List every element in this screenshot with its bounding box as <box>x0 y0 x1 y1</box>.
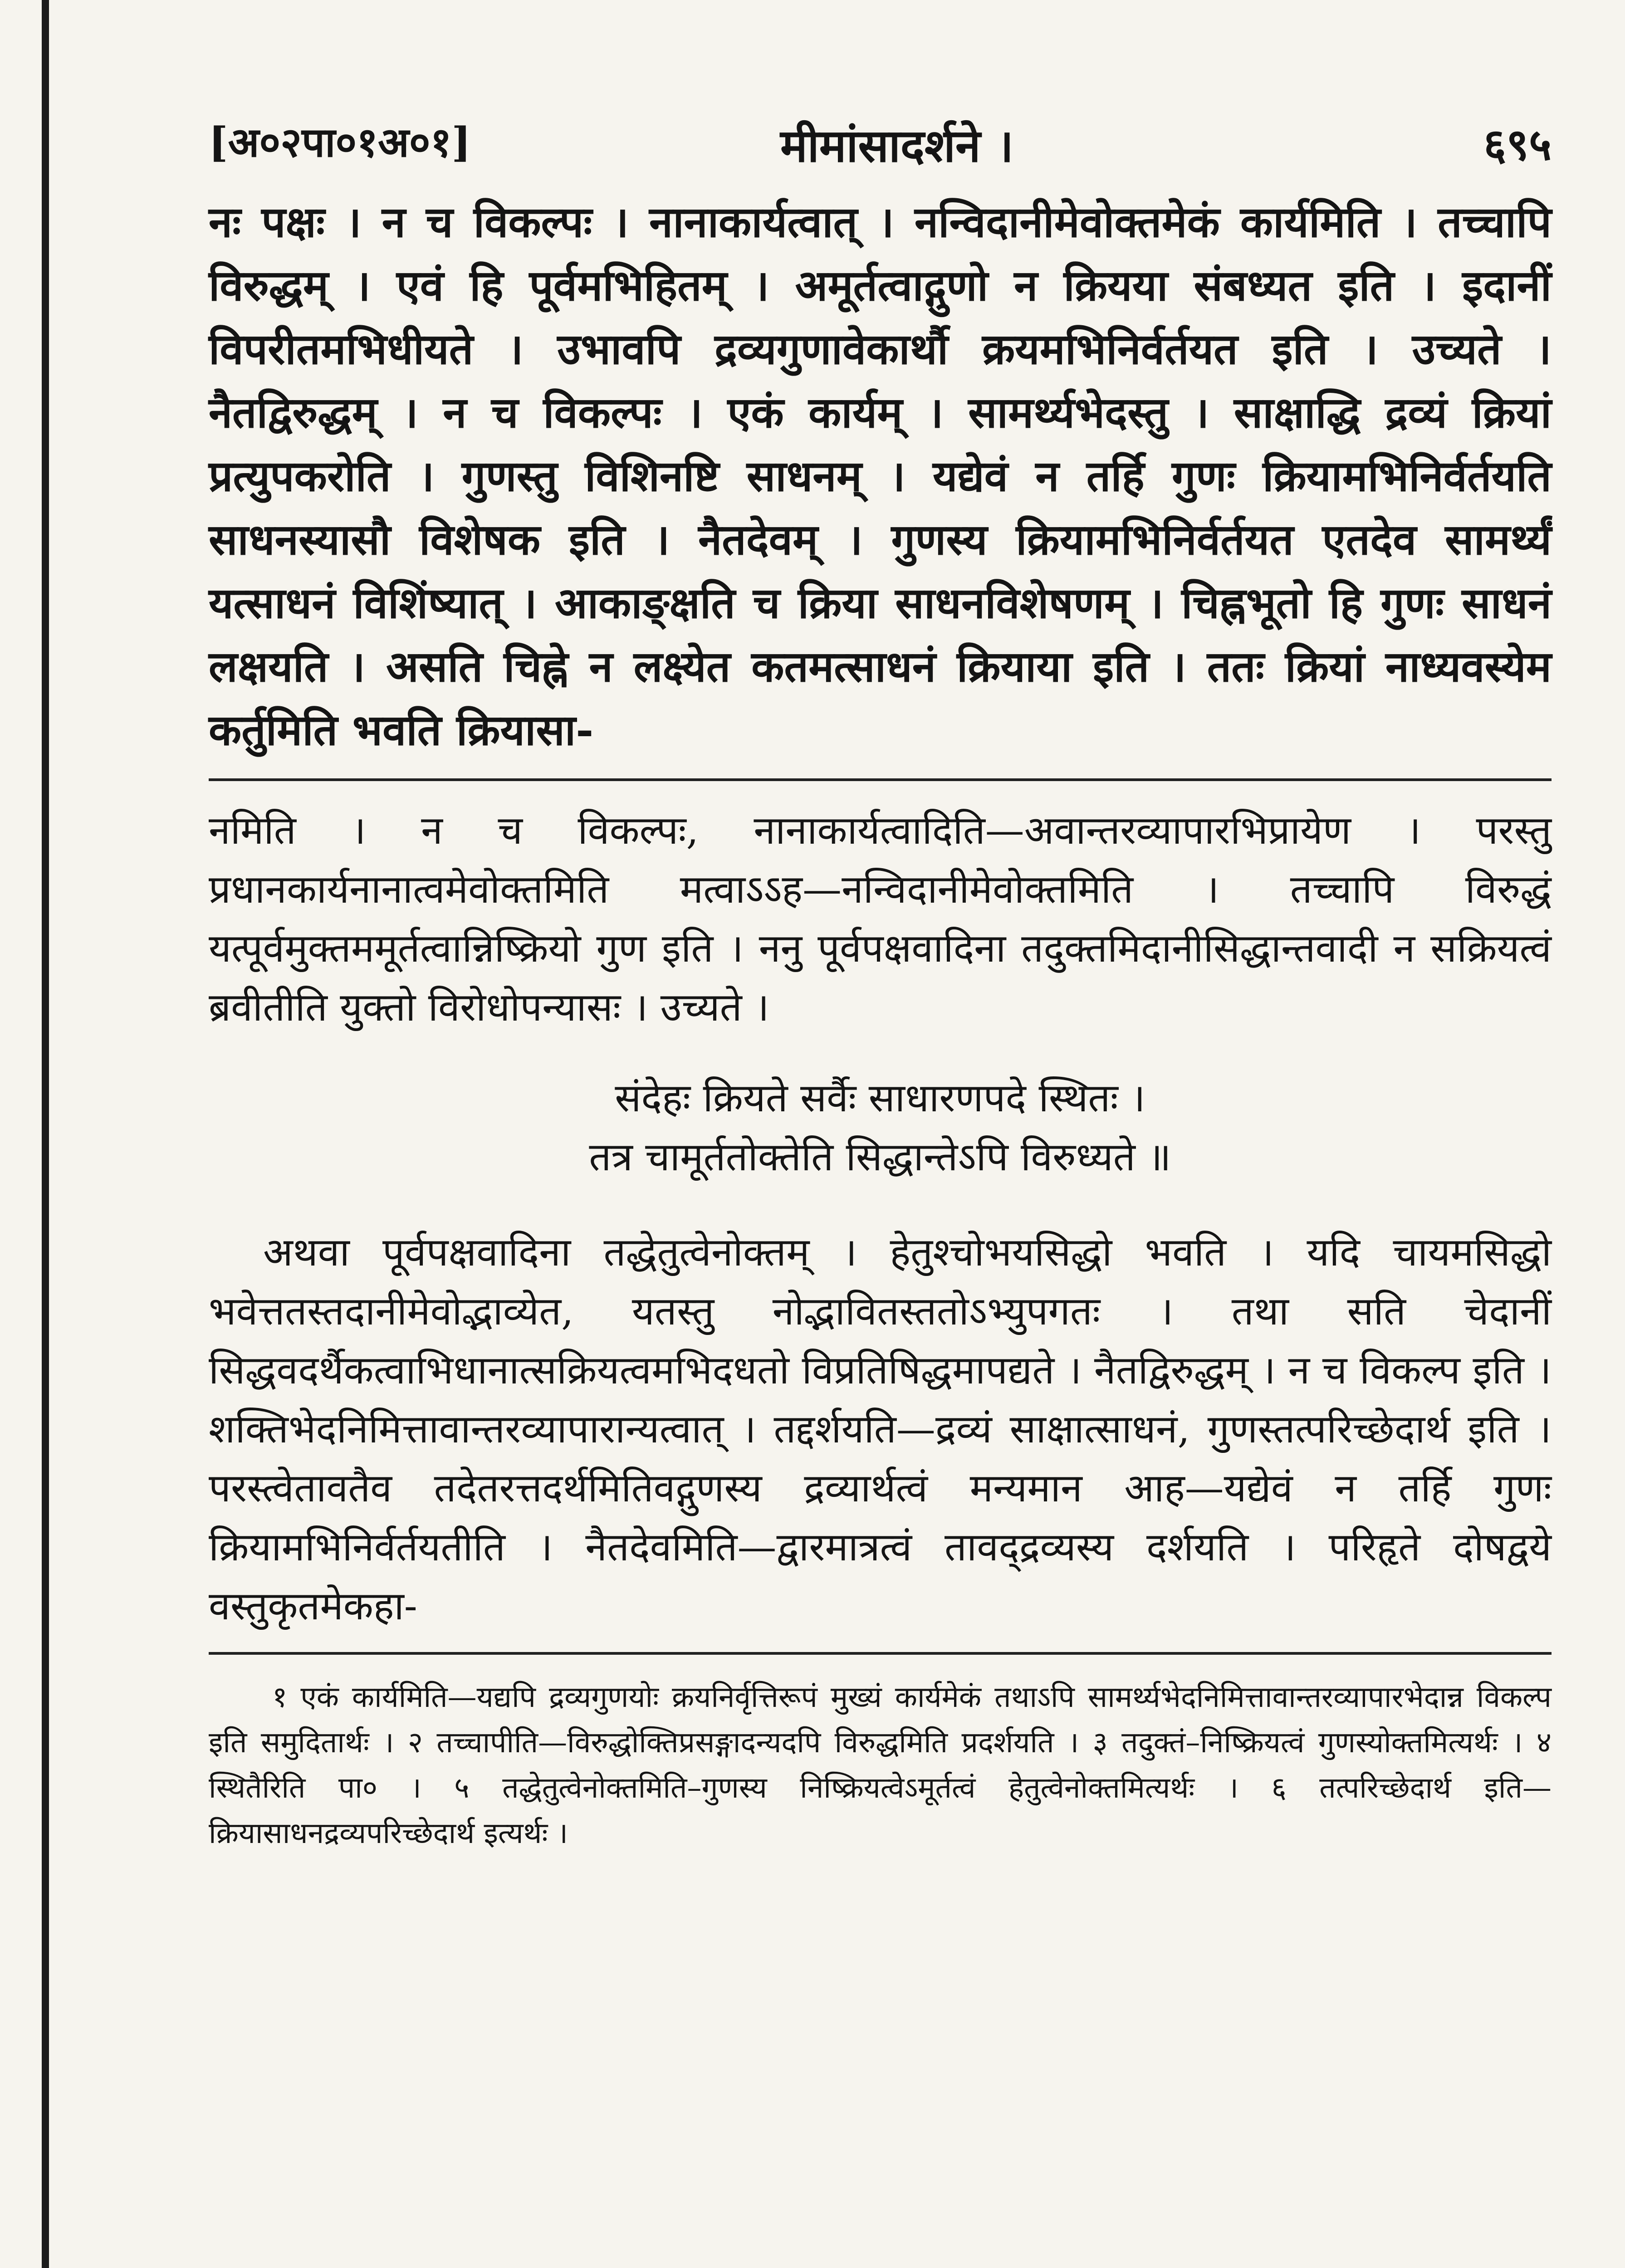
page-content <box>209 113 1552 1856</box>
page-header <box>209 113 1552 191</box>
scan-edge <box>42 0 49 2268</box>
page-title: मीमांसादर्शने । <box>780 119 1014 172</box>
section-reference: [अ०२पा०१अ०१] <box>209 118 471 166</box>
verse-line-2: तत्र चामूर्ततोक्तेति सिद्धान्तेऽपि विरुध्यते ॥ <box>589 1134 1171 1180</box>
footnote-rule <box>209 1652 1552 1655</box>
footnotes: १ एकं कार्यमिति—यद्यपि द्रव्यगुणयोः क्रयनिर्वृत्तिरूपं मुख्यं कार्यमेकं तथाऽपि सामर्थ्यभेदनिमित्तावान्तरव्यापारभेदान्न विकल्प इति समुदितार्थः । २ तच्चापीति—विरुद्धोक्तिप्रसङ्गादन्यदपि विरुद्धमिति प्रदर्शयति । ३ तदुक्तं–निष्क्रियत्वं गुणस्योक्तमित्यर्थः । ४ स्थितैरिति पा० । ५ तद्धेतुत्वेनोक्तमिति–गुणस्य निष्क्रियत्वेऽमूर्तत्वं हेतुत्वेनोक्तमित्यर्थः । ६ तत्परिच्छेदार्थ इति—क्रियासाधनद्रव्यपरिच्छेदार्थ इत्यर्थः । <box>209 1681 1552 1850</box>
main-text: नः पक्षः । न च विकल्पः । नानाकार्यत्वात् । नन्विदानीमेवोक्तमेकं कार्यमिति । तच्चापि विरुद्धम् । एवं हि पूर्वमभिहितम् । अमूर्तत्वाद्गुणो न क्रियया संबध्यत इति । इदानीं विपरीतमभिधीयते । उभावपि द्रव्यगुणावेकार्थौ क्रयमभिनिर्वर्तयत इति । उच्यते । नैतद्विरुद्धम् । न च विकल्पः । एकं कार्यम् । सामर्थ्यभेदस्तु । साक्षाद्धि द्रव्यं क्रियां प्रत्युपकरोति । गुणस्तु विशिनष्टि साधनम् । यद्येवं न तर्हि गुणः क्रियामभिनिर्वर्तयति साधनस्यासौ विशेषक इति । नैतदेवम् । गुणस्य क्रियामभिनिर्वर्तयत एतदेव सामर्थ्यं यत्साधनं विशिंष्यात् । आकाङ्क्षति च क्रिया साधनविशेषणम् । चिह्नभूतो हि गुणः साधनं लक्षयति । असति चिह्ने न लक्ष्येत कतमत्साधनं क्रियाया इति । ततः क्रियां नाध्यवस्येम कर्तुमिति भवति क्रियासा- <box>209 197 1552 755</box>
divider-rule <box>209 778 1552 781</box>
verse-block <box>209 1069 1552 1187</box>
commentary-paragraph: नमिति । न च विकल्पः, नानाकार्यत्वादिति—अवान्तरव्यापारभिप्रायेण । परस्तु प्रधानकार्यनानात्वमेवोक्तमिति मत्वाऽऽह—नन्विदानीमेवोक्तमिति । तच्चापि विरुद्धं यत्पूर्वमुक्तममूर्तत्वान्निष्क्रियो गुण इति । ननु पूर्वपक्षवादिना तदुक्तमिदानीसिद्धान्तवादी न सक्रियत्वं ब्रवीतीति युक्तो विरोधोपन्यासः । उच्यते । <box>209 808 1552 1030</box>
page-number: ६९५ <box>1483 119 1552 170</box>
commentary-paragraph-2: अथवा पूर्वपक्षवादिना तद्धेतुत्वेनोक्तम् । हेतुश्चोभयसिद्धो भवति । यदि चायमसिद्धो भवेत्ततस्तदानीमेवोद्भाव्येत, यतस्तु नोद्भावितस्ततोऽभ्युपगतः । तथा सति चेदानीं सिद्धवदर्थैकत्वाभिधानात्सक्रियत्वमभिदधतो विप्रतिषिद्धमापद्यते । नैतद्विरुद्धम् । न च विकल्प इति । शक्तिभेदनिमित्तावान्तरव्यापारान्यत्वात् । तद्दर्शयति—द्रव्यं साक्षात्साधनं, गुणस्तत्परिच्छेदार्थ इति । परस्त्वेतावतैव तदेतरत्तदर्थमितिवद्गुणस्य द्रव्यार्थत्वं मन्यमान आह—यद्येवं न तर्हि गुणः क्रियामभिनिर्वर्तयतीति । नैतदेवमिति—द्वारमात्रत्वं तावद्द्रव्यस्य दर्शयति । परिहृते दोषद्वये वस्तुकृतमेकहा- <box>209 1230 1552 1629</box>
verse-line-1: संदेहः क्रियते सर्वैः साधारणपदे स्थितः । <box>615 1075 1145 1121</box>
